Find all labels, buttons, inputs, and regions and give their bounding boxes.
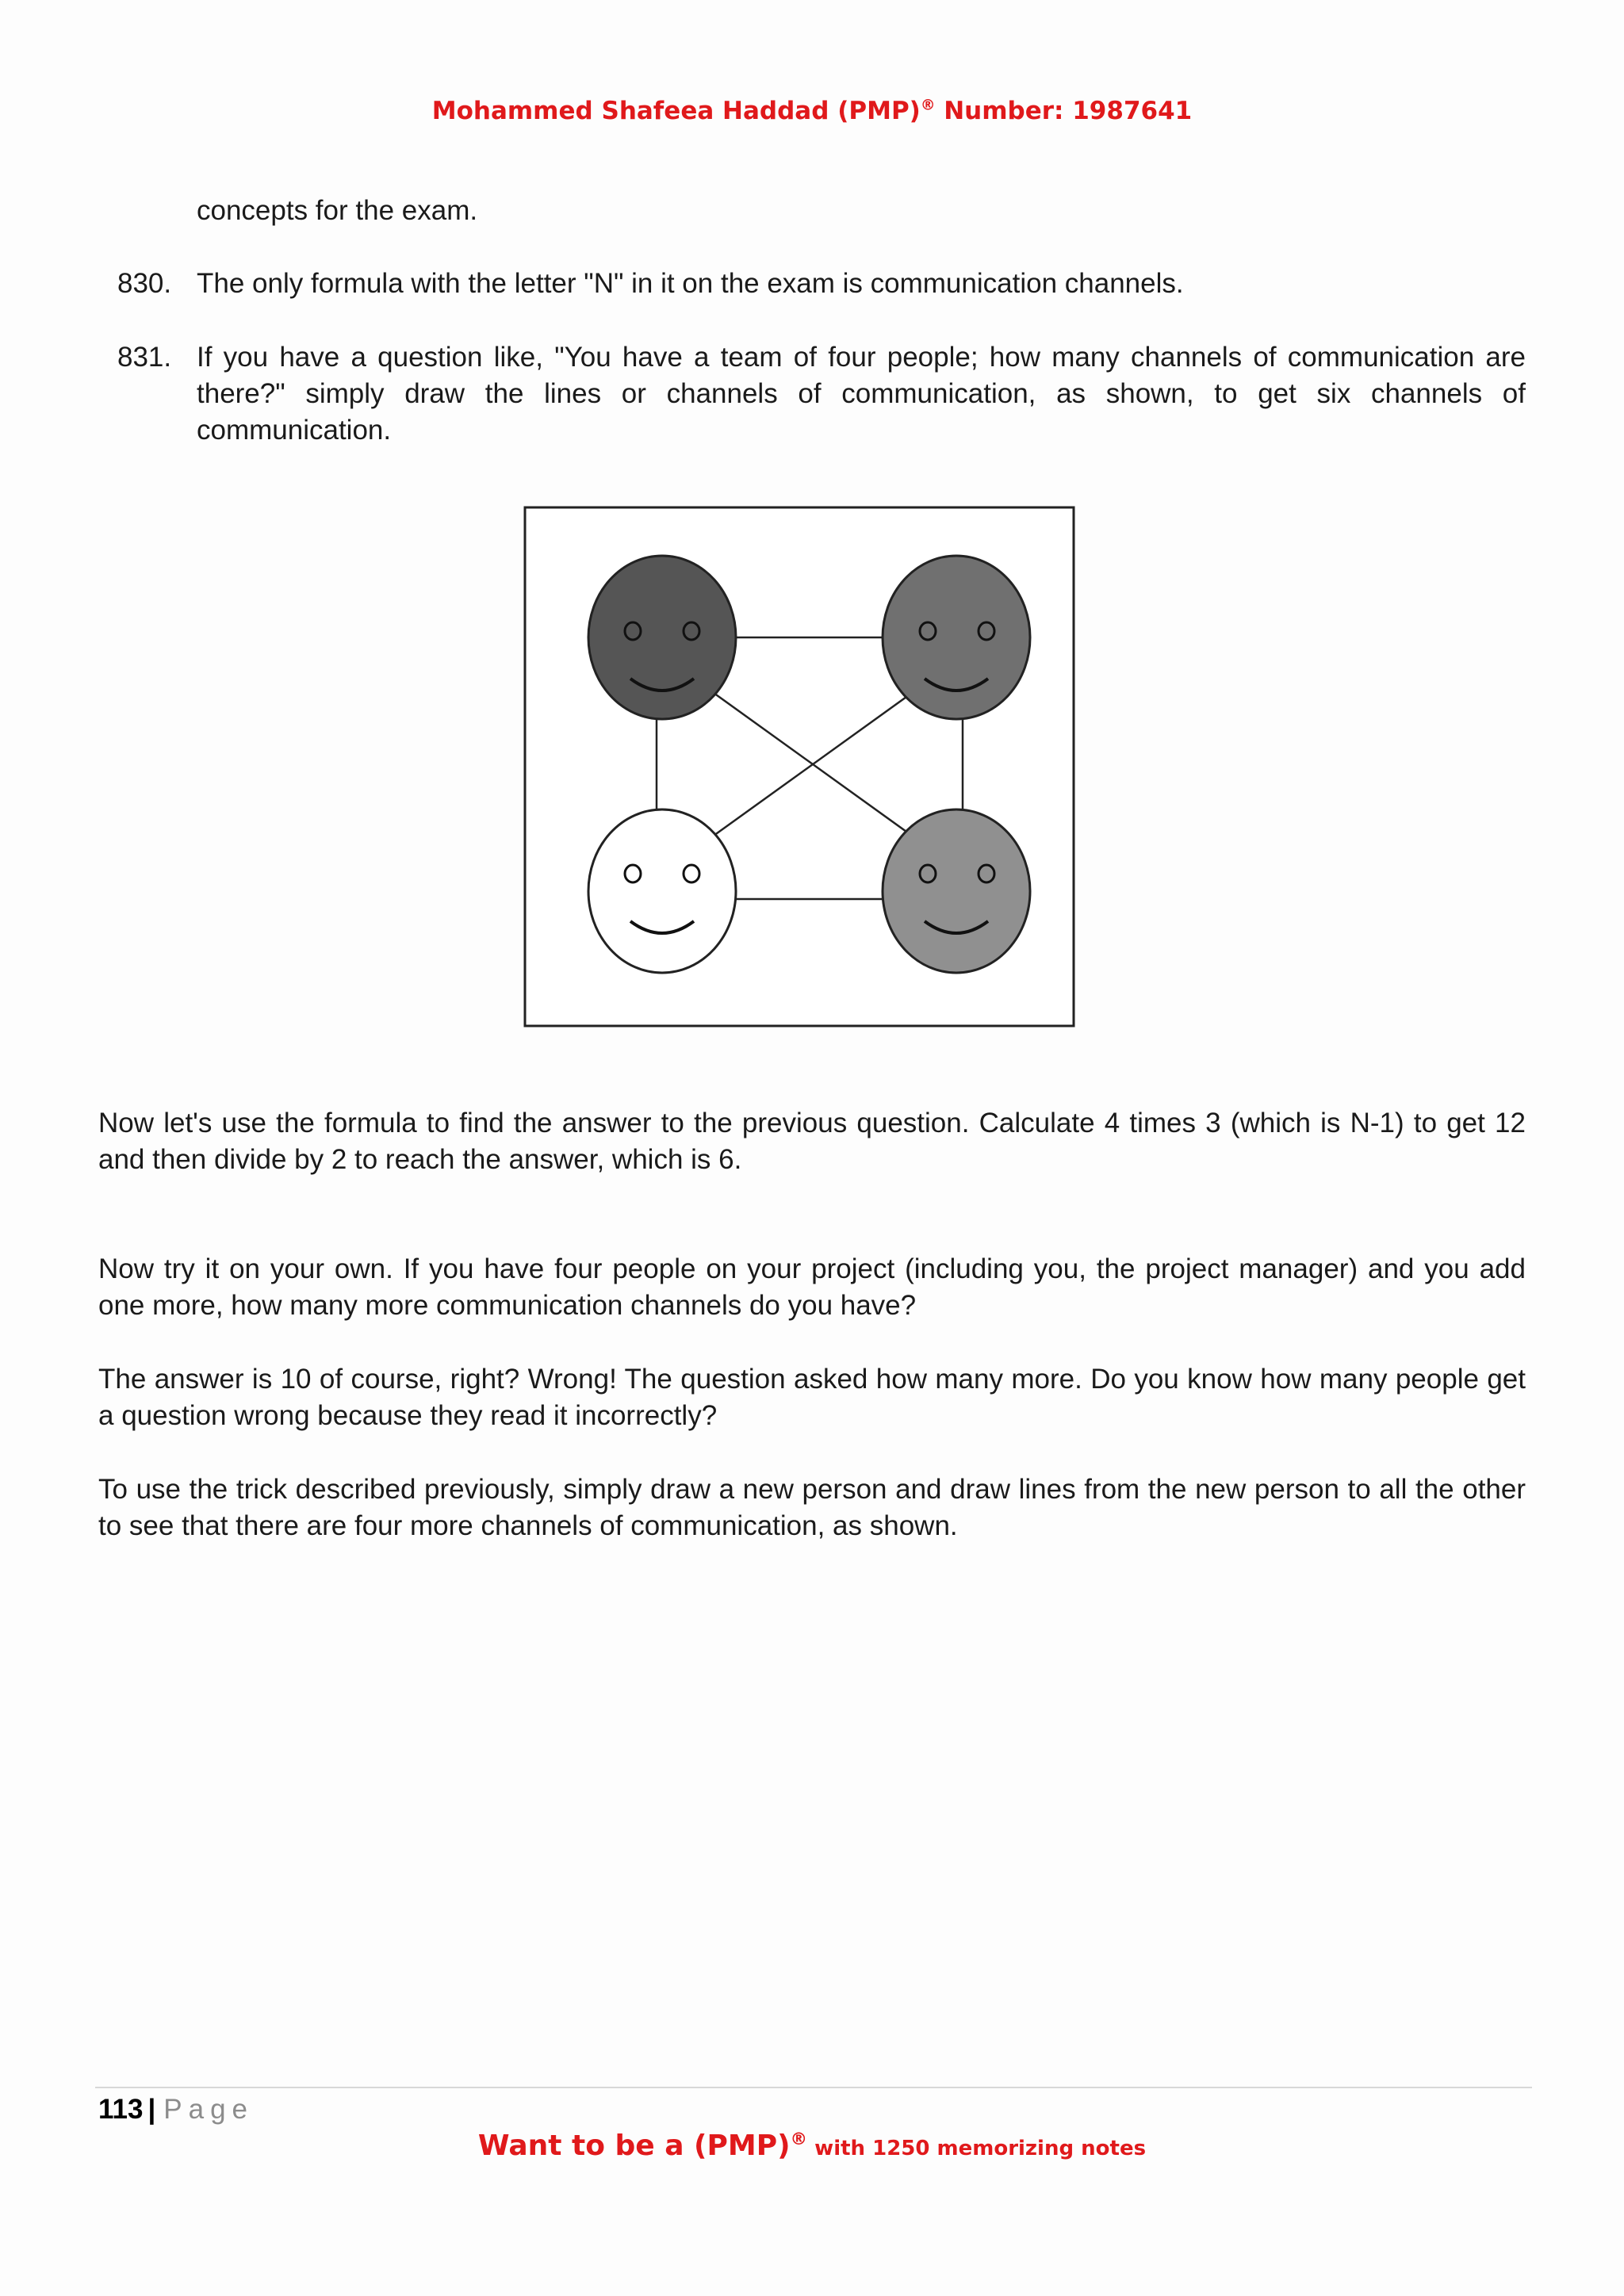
face-circle [883, 809, 1030, 973]
item-text: The only formula with the letter "N" in it on the exam is communication channels. [197, 268, 1184, 299]
header-number: Number: 1987641 [935, 97, 1193, 125]
paragraph-try-it: Now try it on your own. If you have four people on your project (including you, the project manager) and you add one more, how many more communication channels do you have? [98, 1253, 1526, 1321]
paragraph-formula: Now let's use the formula to find the answer to the previous question. Calculate 4 times 3 (which is N-1) to get 12 and then divide by 2 to reach the answer, which is 6. [98, 1108, 1526, 1175]
item-number: 830. [117, 268, 172, 299]
footer-registered-mark: ® [790, 2130, 808, 2149]
page-word: Page [163, 2094, 255, 2125]
face-bottom-right [883, 809, 1030, 973]
page-number: 113 [98, 2094, 144, 2125]
header-title: Mohammed Shafeea Haddad (PMP) [431, 97, 921, 125]
page-separator: | [147, 2094, 156, 2125]
face-circle [883, 556, 1030, 719]
item-text: If you have a question like, "You have a team of four people; how many channels of communication are there?" simply draw the lines or channels of communication, as shown, to get six channels of communication. [197, 342, 1526, 446]
header-registered-mark: ® [920, 97, 936, 114]
face-top-right [883, 556, 1030, 719]
paragraph-answer: The answer is 10 of course, right? Wrong! The question asked how many more. Do you know how many people get a question wrong because they read it incorrectly? [98, 1364, 1526, 1431]
item-number: 831. [117, 342, 172, 373]
face-bottom-left [588, 809, 736, 973]
face-top-left [588, 556, 736, 719]
footer-title-small: with 1250 memorizing notes [807, 2137, 1147, 2160]
continuation-text: concepts for the exam. [197, 195, 478, 226]
footer-divider [95, 2087, 1532, 2088]
paragraph-trick: To use the trick described previously, simply draw a new person and draw lines from the new person to all the other to see that there are four more channels of communication, as shown. [98, 1474, 1526, 1541]
page-number-label [98, 2091, 254, 2128]
four-person-diagram [523, 506, 1075, 1027]
face-circle [588, 556, 736, 719]
footer-title [0, 2130, 1624, 2162]
communication-channels-figure [523, 506, 1075, 1027]
page-header [0, 97, 1624, 125]
face-circle [588, 809, 736, 973]
footer-title-main: Want to be a (PMP) [477, 2130, 791, 2162]
